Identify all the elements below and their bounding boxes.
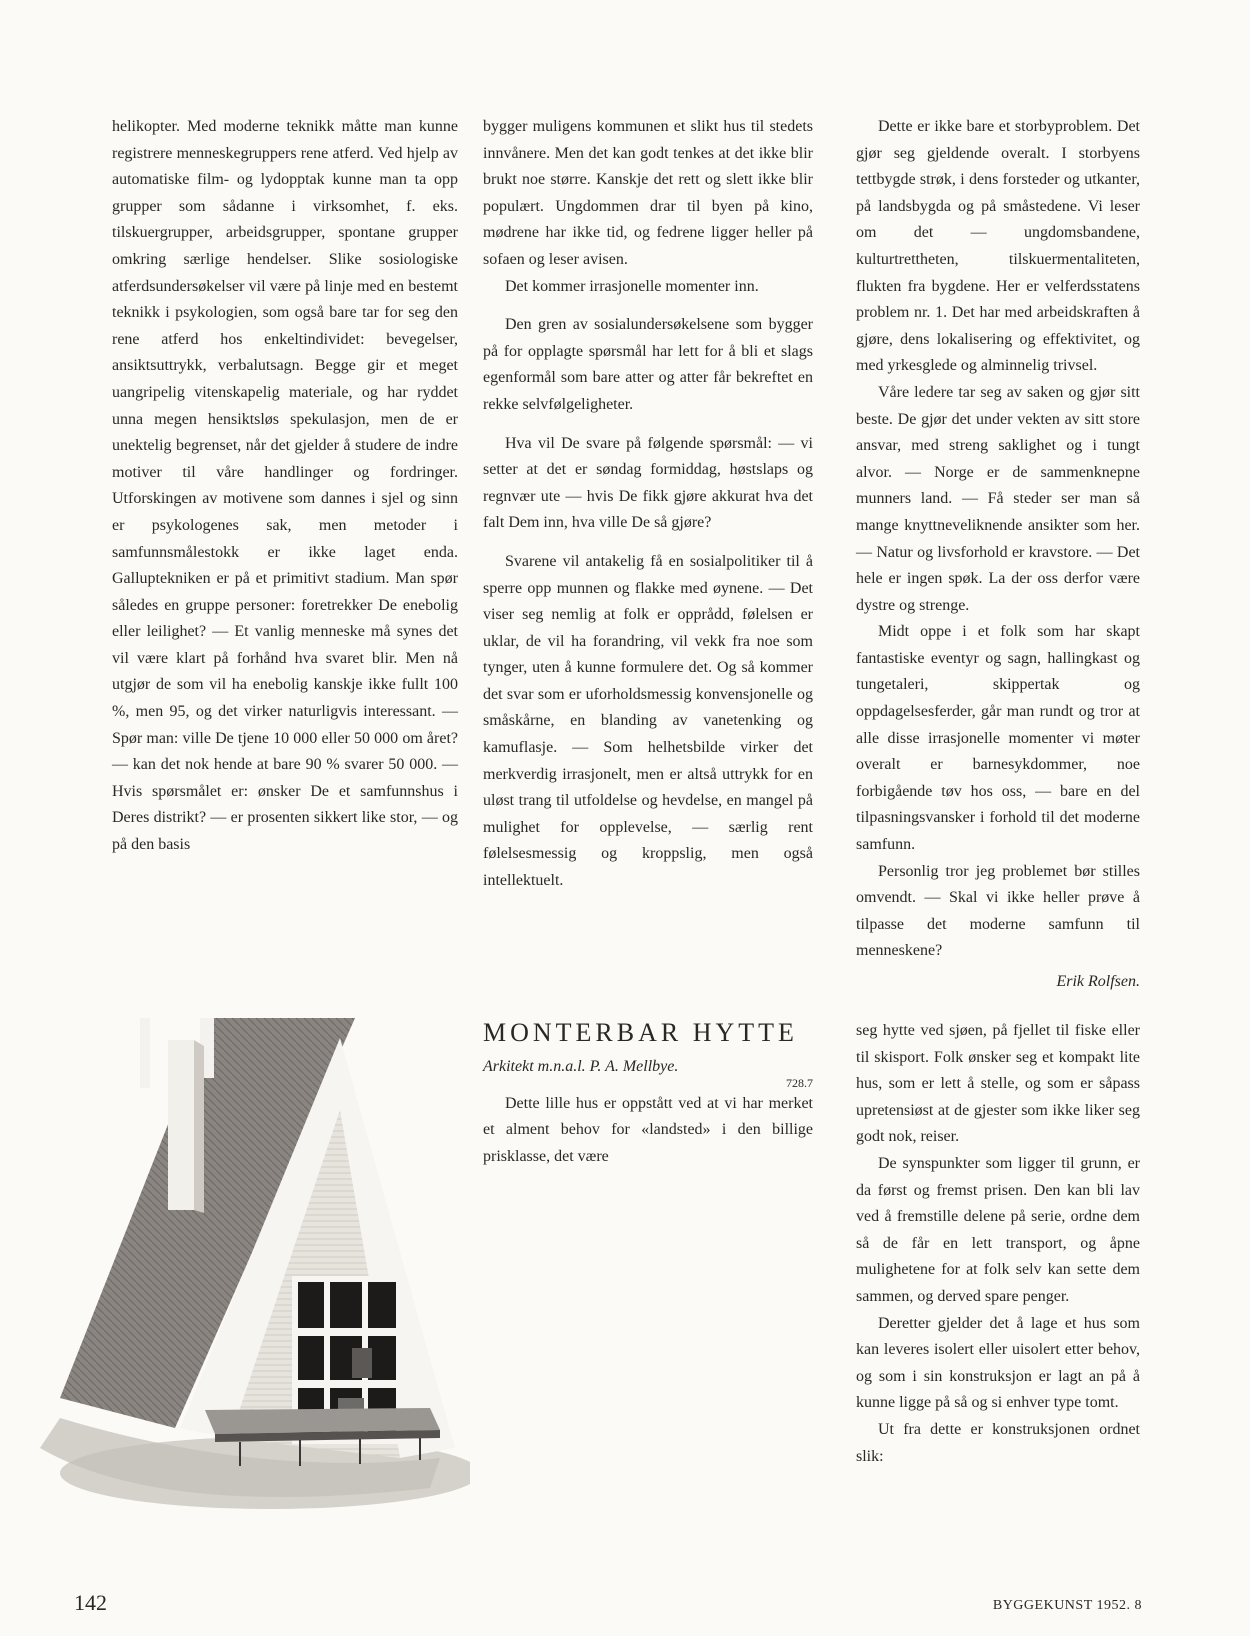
paragraph: seg hytte ved sjøen, på fjellet til fiske eller til skisport. Folk ønsker seg et kompakt lite hus, som er lett å stelle, og som er såpass upretensiøst at de gjester som ikke liker seg godt nok, reiser. [856,1022,1140,1146]
article-byline: Arkitekt m.n.a.l. P. A. Mellbye. [483,1058,679,1075]
paragraph: Svarene vil antakelig få en sosialpolitiker til å sperre opp munnen og flakke med øynene. — Det viser seg nemlig at folk er opprådd, følelsen er uklar, de vil ha forandring, vil vekk fra noe som tynger, uten å kunne formulere det. Og så kommer det svar som er uforholdsmessig konvensjonelle og småskårne, en blanding av vanetenking og kamuflasje. — Som helhetsbilde virker det merkverdig irrasjonelt, men er altså uttrykk for en uløst trang til utfoldelse og hevdelse, en mangel på mulighet for opplevelse, — særlig rent følelsesmessig og kroppslig, men også intellektuelt. [483,552,813,890]
paragraph: Det kommer irrasjonelle momenter inn. [505,277,759,295]
paragraph: Deretter gjelder det å lage et hus som kan leveres isolert eller uisolert etter behov, og som i sin konstruksjon er lagt an på å kunne ligge på så og si enhver type tomt. [856,1314,1140,1412]
journal-footer: BYGGEKUNST 1952. 8 [992,1598,1142,1613]
article-column [483,1018,813,1170]
paragraph: Dette lille hus er oppstått ved at vi har merket et alment behov for «landsted» i den billige prisklasse, det være [483,1094,813,1165]
paragraph: helikopter. Med moderne teknikk måtte man kunne registrere menneskegruppers rene atferd. Ved hjelp av automatiske film- og lydopptak kunne man ta opp grupper som sådanne i virksomhet, f. eks. tilskuergrupper, arbeidsgrupper, spontane grupper omkring særlige hendelser. Slike sosiologiske atferdsundersøkelser vil være på linje med en bestemt teknikk i psykologien, som også bare tar for seg den rene atferd hos enkeltindividet: bevegelser, ansiktsuttrykk, verbalutsagn. Begge gir et meget uangripelig vitenskapelig materiale, og har ryddet unna megen hensiktsløs spekulasjon, men de er unektelig begrenset, når det gjelder å studere de indre motiver til våre handlinger og fordringer. Utforskingen av motivene som dannes i sjel og sinn er psykologenes sak, men metoder i samfunnsmålestokk er ikke laget enda. Galluptekniken er på et primitivt stadium. Man spør således en gruppe personer: foretrekker De enebolig eller leilighet? — Et vanlig menneske må synes det vil være klart på forhånd hva svaret blir. Men nå utgjør de som vil ha enebolig kanskje ikke fullt 100 %, men 95, og det virker naturligvis interessant. — Spør man: ville De tjene 10 000 eller 50 000 om året? — kan det nok hende at bare 90 % svarer 50 000. — Hvis spørsmålet er: ønsker De et samfunnshus i Deres distrikt? — er prosenten sikkert like stor, — og på den basis [112,118,458,854]
classification-code: 728.7 [786,1075,813,1090]
text-column-1 [112,114,458,859]
paragraph: Den gren av sosialundersøkelsene som bygger på for opplagte spørsmål har lett for å bli et slags egenformål som bare atter og atter får bekreftet en rekke selvfølgeligheter. [483,316,813,413]
cabin-model-photo [0,1018,470,1518]
paragraph: Dette er ikke bare et storbyproblem. Det gjør seg gjeldende overalt. I storbyens tettbygde strøk, i dens forsteder og utkanter, på landsbygda og på småstedene. Vi leser om det — ungdomsbandene, kulturtrettheten, tilskuermentaliteten, flukten fra bygdene. Her er velferdsstatens problem nr. 1. Det har med arbeidskraften å gjøre, dens lokalisering og effektivitet, og med yrkesglede og alminnelig trivsel. [856,118,1140,375]
paragraph: De synspunkter som ligger til grunn, er da først og fremst prisen. Den kan bli lav ved å fremstille delene på serie, ordne dem så de får en lett transport, og åpne mulighetene for at folk selv kan sette dem sammen, og derved spare penger. [856,1154,1140,1305]
paragraph: Hva vil De svare på følgende spørsmål: — vi setter at det er søndag formiddag, høstslaps og regnvær ute — hvis De fikk gjøre akkurat hva det falt Dem inn, hva ville De så gjøre? [483,434,813,532]
paragraph: Våre ledere tar seg av saken og gjør sitt beste. De gjør det under vekten av sitt store ansvar, med streng saklighet og i tungt alvor. — Norge er de sammenknepne munners land. — Få steder ser man så mange knyttneveliknende ansikter som her. — Natur og livsforhold er kravstore. — Det hele er ingen spøk. La der oss derfor være dystre og strenge. [856,383,1140,614]
paragraph: Midt oppe i et folk som har skapt fantastiske eventyr og sagn, hallingkast og tungetaleri, skippertak og oppdagelsesferder, går man rundt og tror at alle disse irrasjonelle momenter vi møter overalt er barnesykdommer, noe forbigående tøv hos oss, — bare en del tilpasningsvansker i forhold til det moderne samfunn. [856,623,1140,854]
page-number: 142 [74,1590,107,1615]
article-headline: MONTERBAR HYTTE [483,1018,798,1047]
signature: Erik Rolfsen. [1056,973,1140,990]
text-column-2 [483,114,813,895]
text-column-3 [856,114,1140,996]
article-column-continued [856,1018,1140,1470]
paragraph: Personlig tror jeg problemet bør stilles omvendt. — Skal vi ikke heller prøve å tilpasse det moderne samfunn til menneskene? [856,862,1140,960]
paragraph: bygger muligens kommunen et slikt hus til stedets innvånere. Men det kan godt tenkes at det ikke blir brukt noe større. Kanskje det rett og slett ikke blir populært. Ungdommen drar til byen på kino, mødrene har ikke tid, og fedrene ligger heller på sofaen og leser avisen. [483,118,813,268]
paragraph: Ut fra dette er konstruksjonen ordnet slik: [856,1420,1140,1465]
